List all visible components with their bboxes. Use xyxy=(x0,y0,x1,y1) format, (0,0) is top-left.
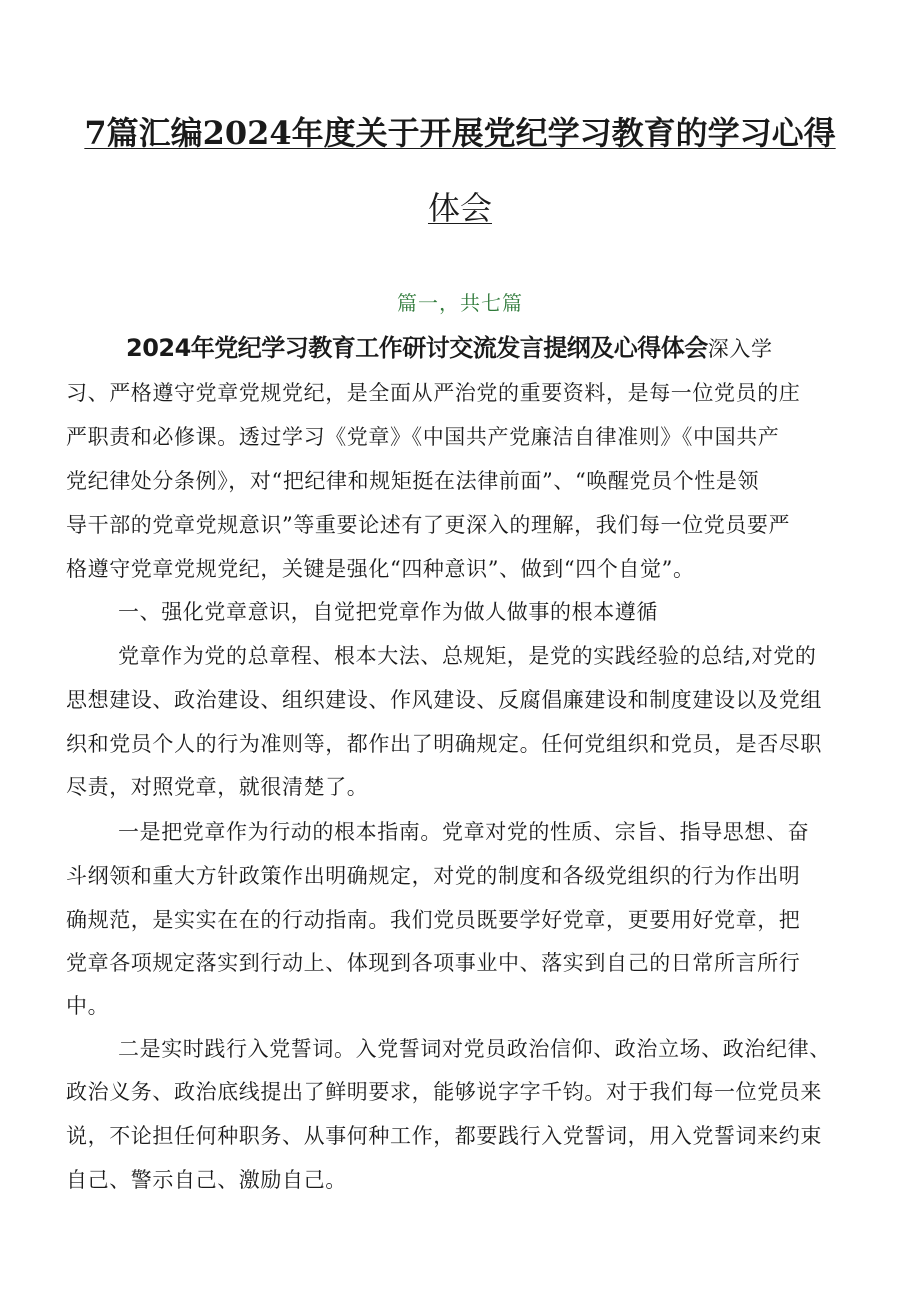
document-title-line-2: 体会 xyxy=(427,189,492,227)
paragraph-line: 自己、警示自己、激励自己。 xyxy=(66,1168,347,1192)
paragraph-line: 政治义务、政治底线提出了鲜明要求，能够说字字千钧。对于我们每一位党员来 xyxy=(66,1080,822,1104)
paragraph-line: 党章作为党的总章程、根本大法、总规矩，是党的实践经验的总结,对党的 xyxy=(118,644,817,668)
paragraph-line: 思想建设、政治建设、组织建设、作风建设、反腐倡廉建设和制度建设以及党组 xyxy=(66,688,822,712)
paragraph-line: 党章各项规定落实到行动上、体现到各项事业中、落实到自己的日常所言所行 xyxy=(66,951,801,975)
paragraph-line: 尽责，对照党章，就很清楚了。 xyxy=(66,775,369,799)
paragraph-line: 习、严格遵守党章党规党纪，是全面从严治党的重要资料，是每一位党员的庄 xyxy=(66,381,801,405)
section-subtitle: 篇一，共七篇 xyxy=(397,291,523,315)
paragraph-line: 严职责和必修课。透过学习《党章》《中国共产党廉洁自律准则》《中国共产 xyxy=(66,425,780,449)
paragraph-line: 确规范，是实实在在的行动指南。我们党员既要学好党章，更要用好党章，把 xyxy=(66,908,801,932)
document-title-line-1: 7篇汇编2024年度关于开展党纪学习教育的学习心得 xyxy=(84,114,836,152)
paragraph-line: 格遵守党章党规党纪，关键是强化“四种意识”、做到“四个自觉”。 xyxy=(66,557,695,581)
paragraph-line: 二是实时践行入党誓词。入党誓词对党员政治信仰、政治立场、政治纪律、 xyxy=(118,1037,831,1061)
paragraph-line: 织和党员个人的行为准则等，都作出了明确规定。任何党组织和党员，是否尽职 xyxy=(66,732,822,756)
paragraph-line: 导干部的党章党规意识”等重要论述有了更深入的理解，我们每一位党员要严 xyxy=(66,513,791,537)
section-1-heading: 一、强化党章意识，自觉把党章作为做人做事的根本遵循 xyxy=(118,600,658,624)
paragraph-line: 中。 xyxy=(66,994,110,1018)
section-heading-line xyxy=(126,333,920,364)
paragraph-line: 斗纲领和重大方针政策作出明确规定，对党的制度和各级党组织的行为作出明 xyxy=(66,864,801,888)
paragraph-line: 深入学 xyxy=(707,337,773,361)
paragraph-line: 一是把党章作为行动的根本指南。党章对党的性质、宗旨、指导思想、奋 xyxy=(118,820,810,844)
paragraph-line: 说，不论担任何种职务、从事何种工作，都要践行入党誓词，用入党誓词来约束 xyxy=(66,1124,822,1148)
paragraph-line: 党纪律处分条例》，对“把纪律和规矩挺在法律前面”、“唤醒党员个性是领 xyxy=(66,469,760,493)
section-heading: 2024年党纪学习教育工作研讨交流发言提纲及心得体会 xyxy=(126,334,708,362)
